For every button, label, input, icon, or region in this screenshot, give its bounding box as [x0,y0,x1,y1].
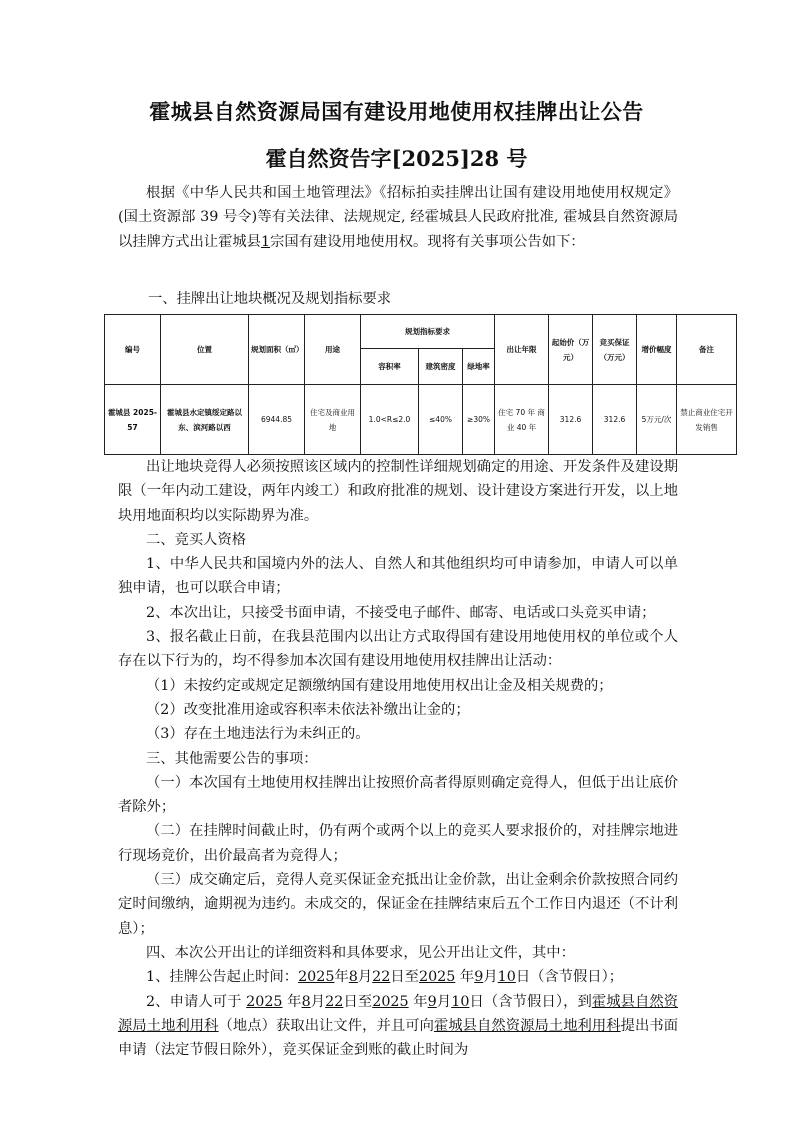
s4-p2-mid2: （地点）获取出让文件，并且可向 [218,1017,434,1034]
header-code: 编号 [105,315,161,385]
cell-location: 霍城县水定镇绥定路以东、滨河路以西 [161,385,249,455]
intro-text: 根据《中华人民共和国土地管理法》《招标拍卖挂牌出让国有建设用地使用权规定》(国土资源部 39 号令)等有关法律、法规规定, 经霍城县人民政府批准, 霍城县自然资源局以挂牌方式出让霍城县 [118,185,678,250]
intro-paragraph [118,181,678,254]
body-text [118,455,678,1062]
header-start-price: 起始价（万元） [549,315,593,385]
s2-item-1: （1）未按约定或规定足额缴纳国有建设用地使用权出让金及相关规费的； [146,677,613,694]
place-name: 霍城县自然资源局土地利用科 [433,1017,621,1034]
date-day: 22 [325,993,344,1010]
cell-term: 住宅 70 年 商业 40 年 [495,385,549,455]
s4-p2-tail: 提出书面申请（法定节假日除外），竞买保证金到账的截止时间为 [118,1017,679,1059]
date-month: 9 [427,993,437,1010]
date-day: 10 [497,969,516,986]
cell-deposit: 312.6 [593,385,637,455]
header-area: 规划面积（㎡） [249,315,305,385]
date-day: 10 [451,993,470,1010]
s2-item-2: （2）改变批准用途或容积率未依法补缴出让金的； [146,701,470,718]
plot-count: 1 [260,233,271,250]
header-far: 容积率 [361,349,419,385]
s4-p1-tail: 日（含节假日）； [515,969,624,986]
s4-paragraph-2: 2、申请人可于 2025 年8月22日至2025 年9月10日（含节假日），到霍城县自然资源局土地利用科（地点）获取出让文件，并且可向霍城县自然资源局土地利用科提出书面申请（法定节假日除外），竞买保证金到账的截止时间为 [118,993,679,1059]
cell-far: 1.0<R≤2.0 [361,385,419,455]
s3-paragraph-3: （三）成交确定后，竞得人竞买保证金充抵出让金价款，出让金剩余价款按照合同约定时间缴纳，逾期视为违约。未成交的，保证金在挂牌结束后五个工作日内退还（不计利息）； [118,872,678,937]
cell-increment: 5万元/次 [637,385,677,455]
date-year: 2025 [372,993,409,1010]
header-use: 用途 [305,315,361,385]
table-row [105,385,737,455]
s2-paragraph-3: 3、报名截止日前，在我县范围内以出让方式取得国有建设用地使用权的单位或个人存在以下行为的，均不得参加本次国有建设用地使用权挂牌出让活动： [118,629,678,670]
header-indicators: 规划指标要求 [361,315,495,349]
cell-start-price: 312.6 [549,385,593,455]
header-remark: 备注 [677,315,737,385]
date-month: 8 [348,969,358,986]
cell-code: 霍城县 2025-57 [105,385,161,455]
cell-use: 住宅及商业用地 [305,385,361,455]
header-green: 绿地率 [463,349,495,385]
document-number: 霍自然资告字[2025]28 号 [265,146,528,171]
header-term: 出让年限 [495,315,549,385]
cell-density: ≤40% [419,385,463,455]
header-location: 位置 [161,315,249,385]
section-4-title: 四、本次公开出让的详细资料和具体要求，见公开出让文件，其中： [146,944,575,961]
s4-p1-label: 1、挂牌公告起止时间： [146,969,299,986]
section-1-title: 一、挂牌出让地块概况及规划指标要求 [148,291,392,307]
date-year: 2025 [246,993,283,1010]
s4-p2-mid: 日（含节假日），到 [469,993,592,1010]
date-day: 22 [372,969,391,986]
header-deposit: 竞买保证（万元） [593,315,637,385]
section-2-title: 二、竞买人资格 [146,531,247,548]
header-increment: 增价幅度 [637,315,677,385]
date-year: 2025 [298,969,335,986]
plot-table [104,314,737,455]
after-table-paragraph: 出让地块竞得人必须按照该区域内的控制性详细规划确定的用途、开发条件及建设期限（一年内动工建设，两年内竣工）和政府批准的规划、设计建设方案进行开发，以上地块用地面积均以实际勘界为准。 [118,459,678,524]
cell-remark: 禁止商业住宅开发销售 [677,385,737,455]
s4-p2-label: 2、申请人可于 [146,993,242,1010]
s2-paragraph-1: 1、中华人民共和国境内外的法人、自然人和其他组织均可申请参加，申请人可以单独申请，也可以联合申请； [118,556,678,597]
date-year: 2025 [418,969,456,986]
s2-paragraph-2: 2、本次出让，只接受书面申请，不接受电子邮件、邮寄、电话或口头竞买申请； [146,604,656,621]
cell-area: 6944.85 [249,385,305,455]
header-density: 建筑密度 [419,349,463,385]
place-name: 霍城县自然资源局土地利用科 [118,993,679,1034]
s2-item-3: （3）存在土地违法行为未纠正的。 [146,726,370,743]
s3-paragraph-2: （二）在挂牌时间截止时，仍有两个或两个以上的竞买人要求报价的，对挂牌宗地进行现场竞价，出价最高者为竞得人； [118,823,678,864]
section-3-title: 三、其他需要公告的事项： [146,750,318,767]
date-month: 9 [474,969,484,986]
date-month: 8 [301,993,311,1010]
s4-paragraph-1: 1、挂牌公告起止时间：2025年8月22日至2025 年9月10日（含节假日）； [146,969,624,986]
cell-green: ≥30% [463,385,495,455]
page-title: 霍城县自然资源局国有建设用地使用权挂牌出让公告 [149,99,644,124]
s3-paragraph-1: （一）本次国有土地使用权挂牌出让按照价高者得原则确定竞得人，但低于出让底价者除外； [118,774,678,816]
intro-tail: 宗国有建设用地使用权。现将有关事项公告如下： [270,233,585,250]
